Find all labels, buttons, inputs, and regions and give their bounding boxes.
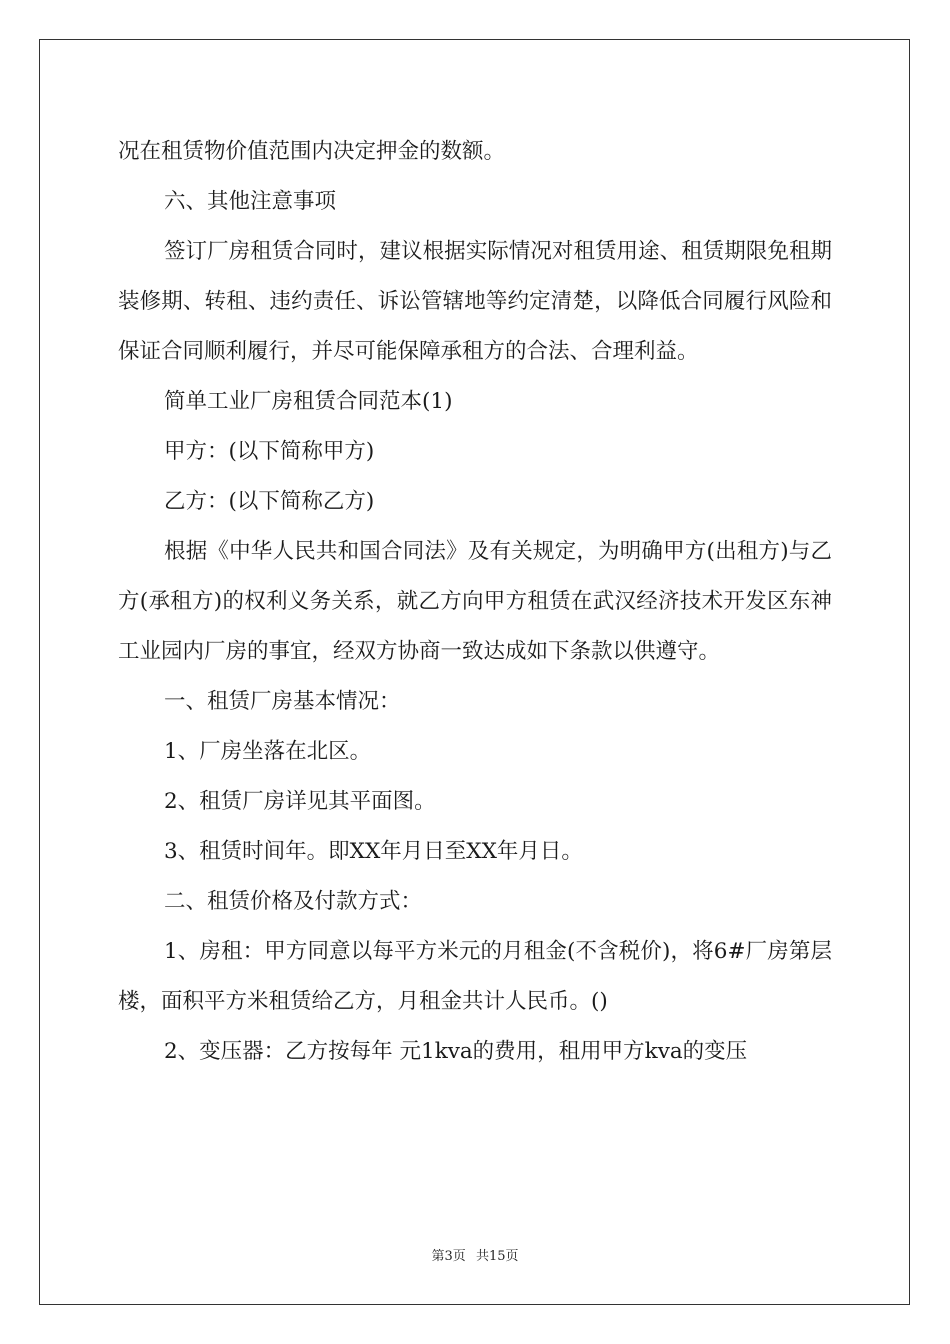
paragraph-9: 1、厂房坐落在北区。 — [164, 739, 372, 764]
paragraph-3: 签订厂房租赁合同时，建议根据实际情况对租赁用途、租赁期限免租期装修期、转租、违约责任、诉讼管辖地等约定清楚，以降低合同履行风险和保证合同顺利履行，并尽可能保障承租方的合法、合理利益。 — [118, 239, 832, 364]
paragraph-6: 乙方：(以下简称乙方) — [164, 489, 375, 514]
page-total: 共15页 — [475, 1249, 519, 1264]
paragraph-7: 根据《中华人民共和国合同法》及有关规定，为明确甲方(出租方)与乙方(承租方)的权利义务关系，就乙方向甲方租赁在武汉经济技术开发区东神工业园内厂房的事宜，经双方协商一致达成如下条款以供遵守。 — [118, 539, 832, 664]
document-body — [118, 127, 832, 1077]
paragraph-8: 一、租赁厂房基本情况： — [164, 689, 401, 714]
paragraph-13: 1、房租：甲方同意以每平方米元的月租金(不含税价)，将6#厂房第层楼，面积平方米租赁给乙方，月租金共计人民币。() — [118, 939, 832, 1014]
paragraph-2: 六、其他注意事项 — [164, 189, 337, 214]
page-footer — [0, 1245, 950, 1264]
page-number: 第3页 — [431, 1249, 466, 1264]
paragraph-11: 3、租赁时间年。即XX年月日至XX年月日。 — [164, 839, 583, 864]
paragraph-10: 2、租赁厂房详见其平面图。 — [164, 789, 436, 814]
paragraph-14: 2、变压器：乙方按每年 元1kva的费用，租用甲方kva的变压 — [164, 1039, 748, 1064]
paragraph-12: 二、租赁价格及付款方式： — [164, 889, 423, 914]
paragraph-5: 甲方：(以下简称甲方) — [164, 439, 375, 464]
paragraph-1: 况在租赁物价值范围内决定押金的数额。 — [118, 139, 506, 164]
paragraph-4: 简单工业厂房租赁合同范本(1) — [164, 389, 453, 414]
